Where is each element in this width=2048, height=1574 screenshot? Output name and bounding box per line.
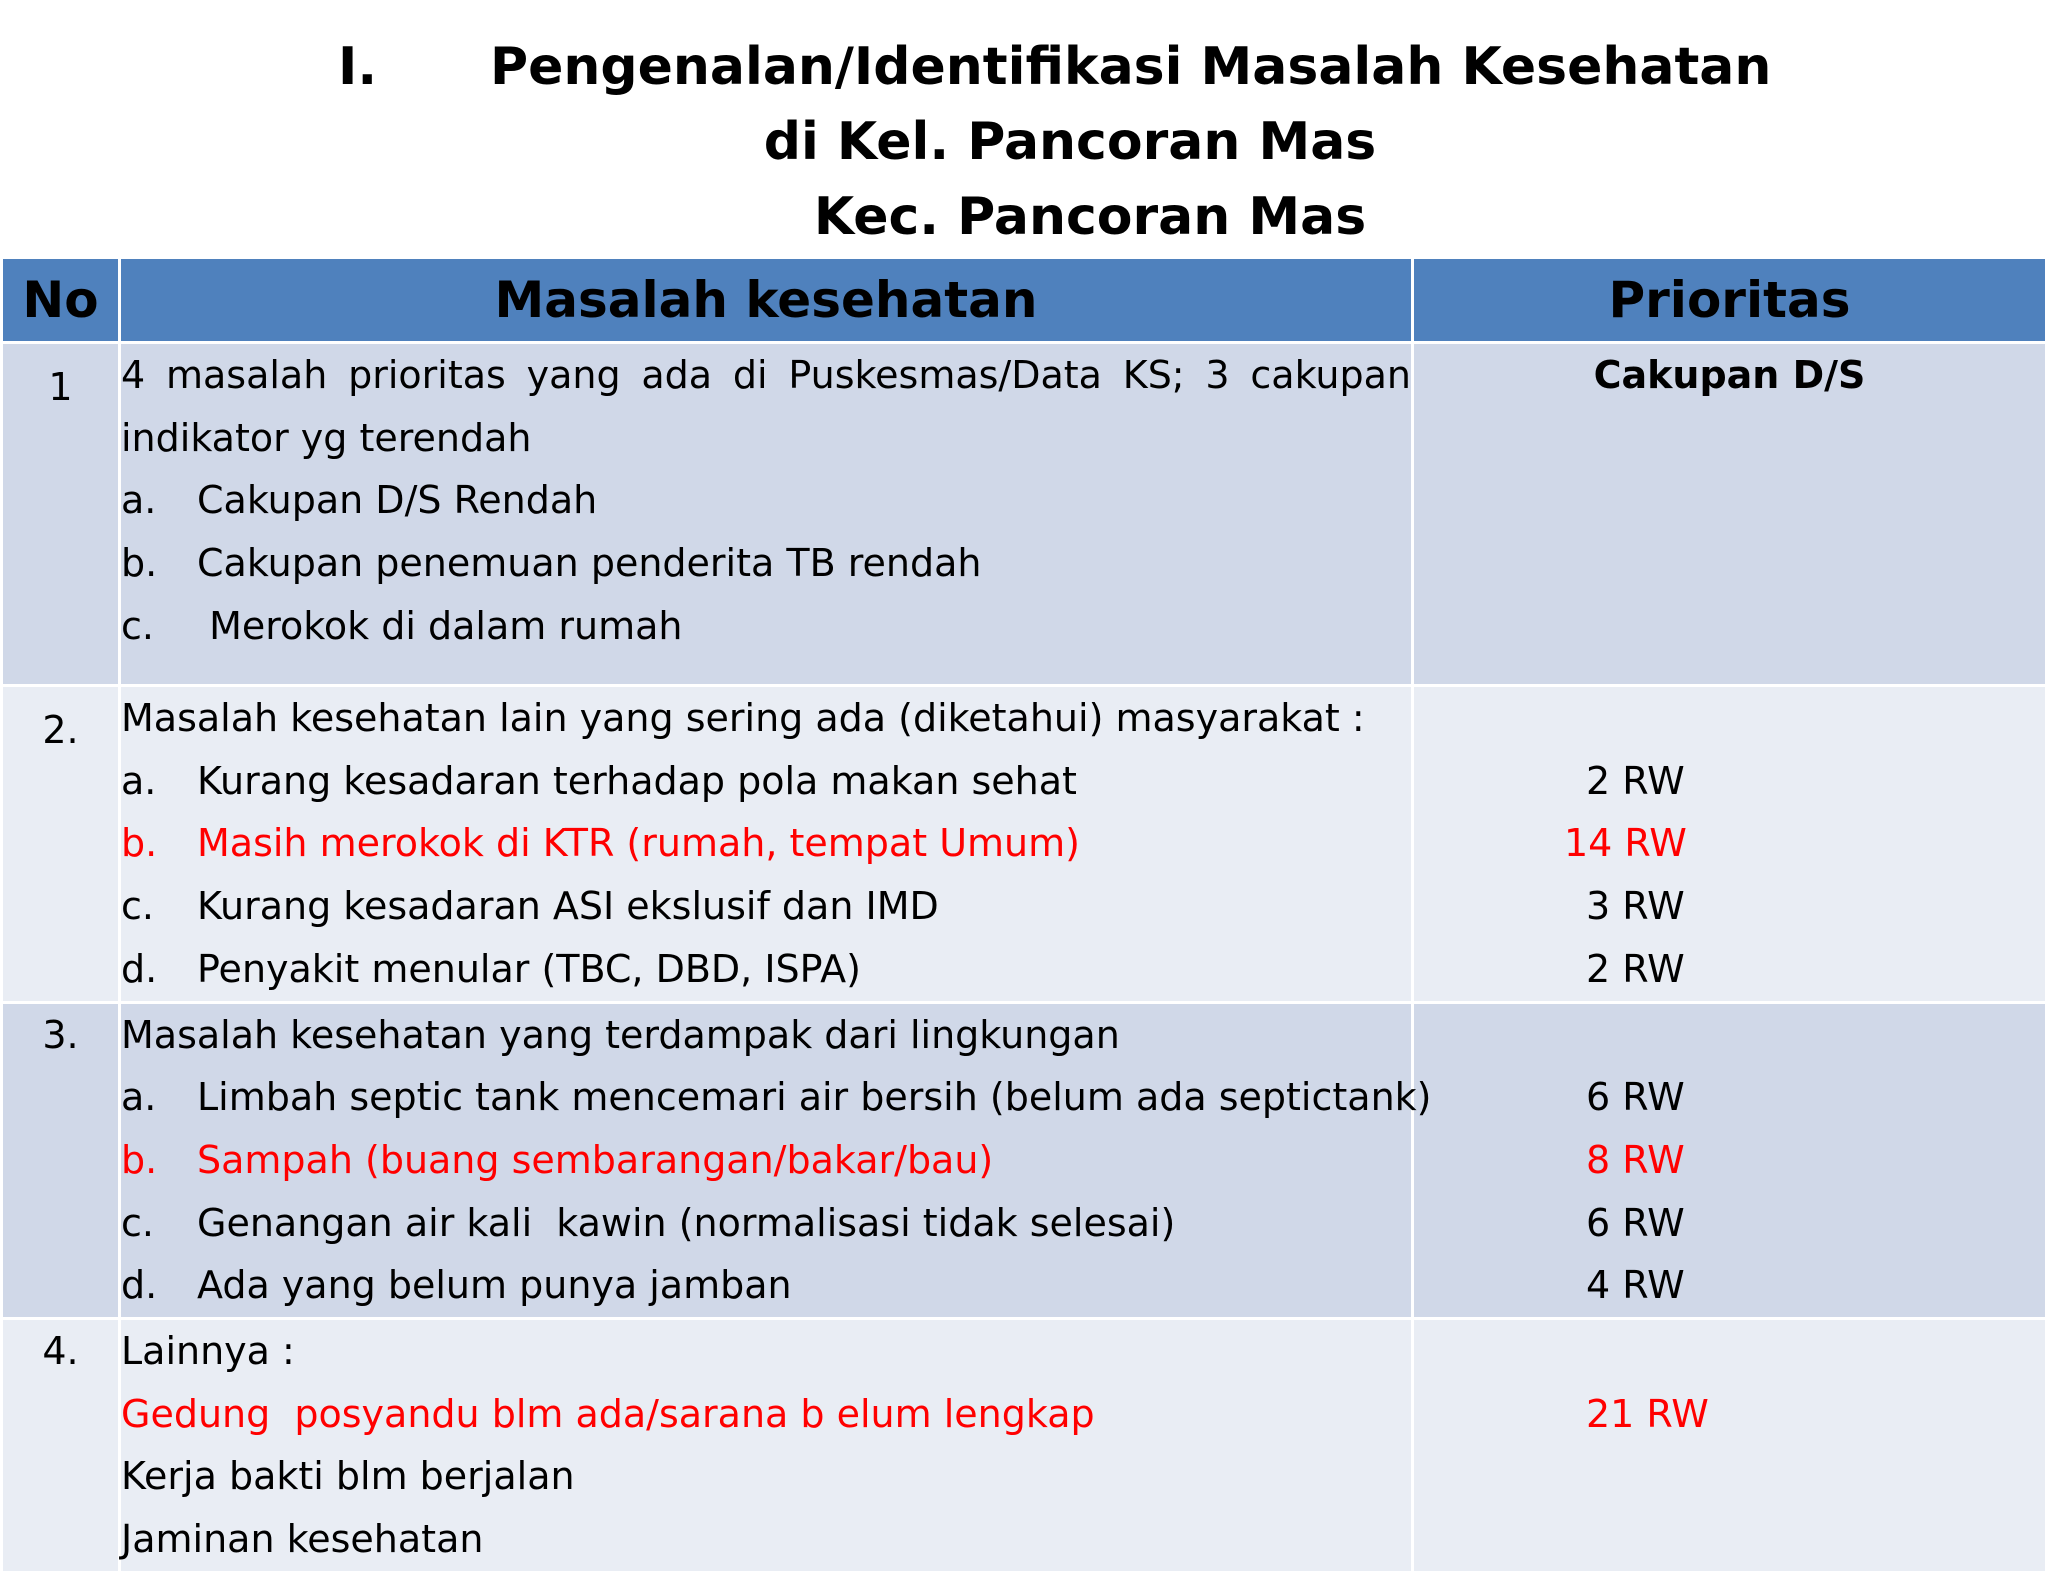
column-header-problem: Masalah kesehatan (120, 258, 1413, 343)
title-line-2: di Kel. Pancoran Mas (763, 112, 1377, 172)
priority-value: 6 RW (1586, 1075, 1685, 1120)
item-text: Ada yang belum punya jamban (197, 1263, 792, 1308)
priority-cell (1413, 1002, 2047, 1319)
item-letter: a. (121, 758, 157, 803)
item-text: Limbah septic tank mencemari air bersih (belum ada septictank) (197, 1075, 1432, 1120)
row-intro: 4 masalah prioritas yang ada di Puskesmas/Data KS; 3 cakupan indikator yg terendah (121, 353, 1411, 460)
item-text: Genangan air kali kawin (normalisasi tidak selesai) (197, 1200, 1176, 1245)
item-text: Cakupan penemuan penderita TB rendah (197, 541, 982, 586)
list-item (121, 595, 1411, 658)
priority-cell (1413, 343, 2047, 686)
item-text: Merokok di dalam rumah (197, 603, 683, 648)
list-item-highlighted (121, 1129, 1411, 1192)
problem-cell (120, 343, 1413, 686)
list-item: Jaminan kesehatan (121, 1517, 484, 1562)
item-letter: a. (121, 1075, 157, 1120)
priority-cell (1413, 1319, 2047, 1573)
row-intro: Lainnya : (121, 1329, 295, 1374)
table-row (2, 343, 2047, 686)
priority-value: 6 RW (1586, 1200, 1685, 1245)
item-text: Cakupan D/S Rendah (197, 478, 598, 523)
item-text: Penyakit menular (TBC, DBD, ISPA) (197, 946, 861, 991)
item-letter: c. (121, 603, 154, 648)
priority-value-highlighted: 8 RW (1586, 1137, 1685, 1182)
list-item (121, 750, 1411, 813)
priority-value-highlighted: 14 RW (1564, 821, 1687, 866)
item-text: Sampah (buang sembarangan/bakar/bau) (197, 1137, 994, 1182)
list-item (121, 1254, 1411, 1317)
item-text: Kurang kesadaran terhadap pola makan sehat (197, 758, 1077, 803)
list-item-highlighted (121, 812, 1411, 875)
row-number: 3. (2, 1002, 120, 1319)
list-item (121, 1192, 1411, 1255)
column-header-priority: Prioritas (1413, 258, 2047, 343)
item-text: Masih merokok di KTR (rumah, tempat Umum) (197, 821, 1080, 866)
row-intro: Masalah kesehatan yang terdampak dari lingkungan (121, 1012, 1120, 1057)
problem-cell (120, 686, 1413, 1003)
table-header-row (2, 258, 2047, 343)
item-letter: b. (121, 1137, 158, 1182)
item-letter: c. (121, 1200, 154, 1245)
item-letter: b. (121, 821, 158, 866)
title-number: I. (338, 37, 378, 97)
problem-cell (120, 1319, 1413, 1573)
table-row (2, 1319, 2047, 1573)
list-item (121, 532, 1411, 595)
priority-value: 3 RW (1586, 884, 1685, 929)
item-text: Kurang kesadaran ASI ekslusif dan IMD (197, 884, 939, 929)
row-number: 4. (2, 1319, 120, 1573)
item-letter: d. (121, 946, 158, 991)
priority-value: 2 RW (1586, 758, 1685, 803)
list-item-highlighted: Gedung posyandu blm ada/sarana b elum lengkap (121, 1391, 1095, 1436)
column-header-no: No (2, 258, 120, 343)
list-item: Kerja bakti blm berjalan (121, 1454, 575, 1499)
list-item (121, 938, 1411, 1001)
list-item (121, 469, 1411, 532)
table-row (2, 686, 2047, 1003)
health-problems-table (0, 256, 2048, 1574)
row-intro: Masalah kesehatan lain yang sering ada (diketahui) masyarakat : (121, 696, 1365, 740)
priority-value: Cakupan D/S (1593, 353, 1866, 397)
item-letter: a. (121, 478, 157, 523)
item-letter: b. (121, 541, 158, 586)
row-number: 1 (2, 343, 120, 686)
item-letter: d. (121, 1263, 158, 1308)
priority-value-highlighted: 21 RW (1586, 1391, 1709, 1436)
item-letter: c. (121, 884, 154, 929)
row-number: 2. (2, 686, 120, 1003)
priority-value: 2 RW (1586, 946, 1685, 991)
table-row (2, 1002, 2047, 1319)
priority-value: 4 RW (1586, 1263, 1685, 1308)
title-line-1: Pengenalan/Identifikasi Masalah Kesehatan (490, 37, 1772, 97)
list-item (121, 1066, 1432, 1129)
problem-cell (120, 1002, 1432, 1319)
title-line-3: Kec. Pancoran Mas (813, 187, 1367, 247)
priority-cell (1413, 686, 2047, 1003)
list-item (121, 875, 1411, 938)
